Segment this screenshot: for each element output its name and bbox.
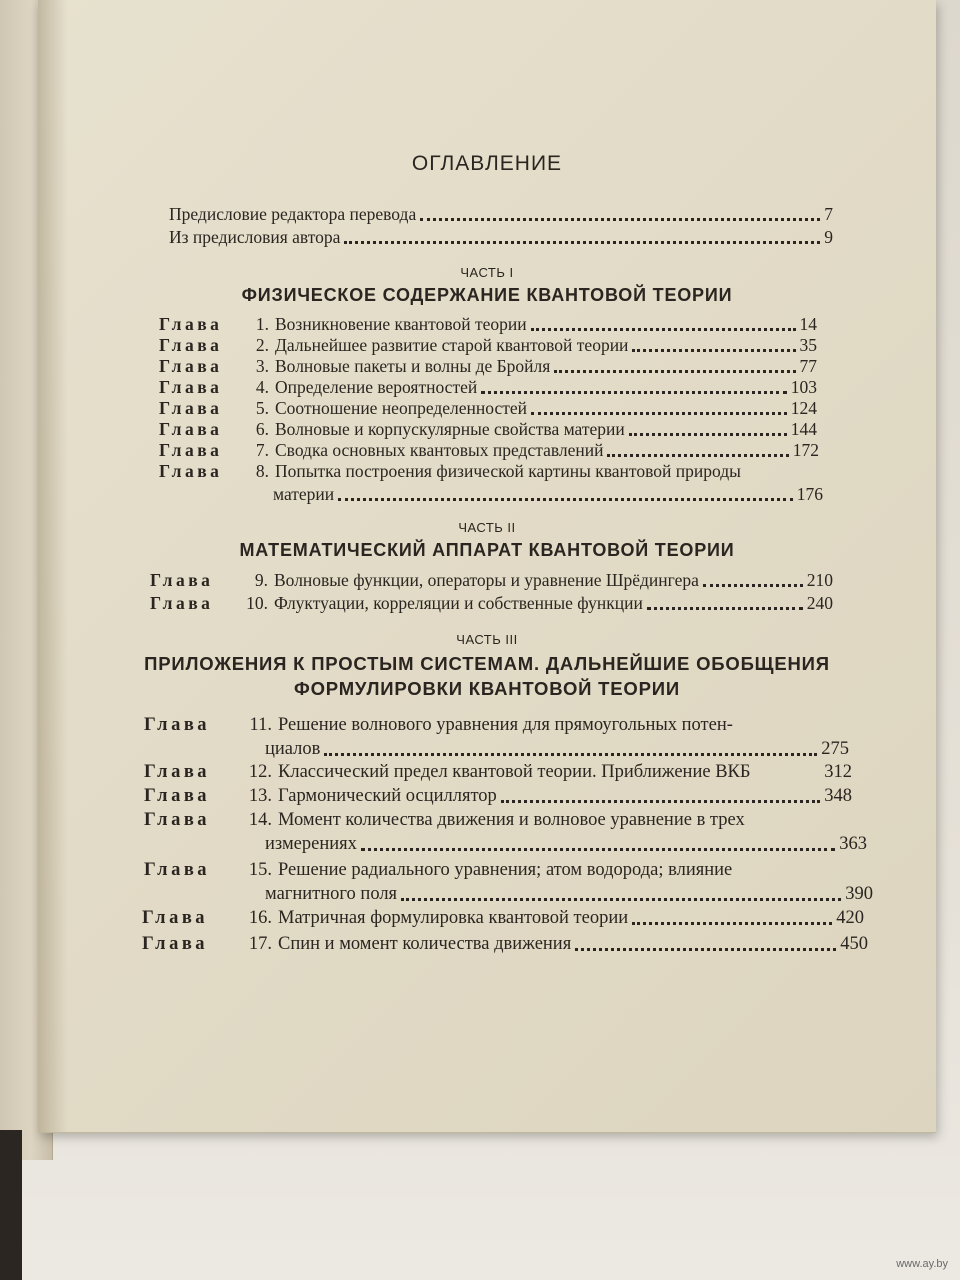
toc-entry-chapter xyxy=(144,810,854,831)
toc-entry-author-preface xyxy=(169,227,833,248)
part-label: ЧАСТЬ III xyxy=(456,632,518,647)
chapter-page: 450 xyxy=(840,934,868,954)
chapter-label: Глава xyxy=(144,810,211,830)
part-title: ФИЗИЧЕСКОЕ СОДЕРЖАНИЕ КВАНТОВОЙ ТЕОРИИ xyxy=(241,285,733,305)
leader-dots xyxy=(338,498,793,501)
toc-entry-chapter xyxy=(159,461,824,482)
toc-entry-continuation xyxy=(265,884,873,905)
watermark: www.ay.by xyxy=(896,1258,948,1270)
chapter-label: Глава xyxy=(159,419,223,439)
chapter-number: 14. xyxy=(248,810,272,830)
chapter-label: Глава xyxy=(159,461,223,481)
toc-entry-continuation xyxy=(265,834,867,855)
chapter-title: Волновые функции, операторы и уравнение Шрёдингера xyxy=(274,570,699,590)
toc-entry-chapter xyxy=(159,377,817,398)
chapter-title: Возникновение квантовой теории xyxy=(275,314,527,334)
toc-entry-continuation xyxy=(265,739,849,760)
chapter-number: 12. xyxy=(248,762,272,782)
chapter-title: Сводка основных квантовых представлений xyxy=(275,440,604,460)
chapter-page: 275 xyxy=(821,739,849,759)
toc-entry-chapter xyxy=(159,335,817,356)
chapter-title-continuation: циалов xyxy=(265,739,321,759)
chapter-number: 13. xyxy=(248,786,272,806)
chapter-page: 14 xyxy=(799,314,817,334)
chapter-title: Решение волнового уравнения для прямоугольных потен- xyxy=(278,715,733,735)
leader-dots xyxy=(703,584,803,587)
toc-entry-chapter xyxy=(159,356,817,377)
toc-entry-chapter xyxy=(144,860,856,881)
chapter-label: Глава xyxy=(144,715,211,735)
leader-dots xyxy=(629,433,787,436)
chapter-number: 10. xyxy=(246,593,268,613)
chapter-page: 363 xyxy=(839,834,867,854)
leader-dots xyxy=(632,349,795,352)
leader-dots xyxy=(401,898,841,901)
chapter-title: Матричная формулировка квантовой теории xyxy=(278,908,629,928)
chapter-page: 77 xyxy=(799,356,817,376)
chapter-page: 144 xyxy=(790,419,817,439)
leader-dots xyxy=(361,848,835,851)
toc-entry-continuation xyxy=(273,484,823,505)
toc-entry-chapter xyxy=(150,570,833,591)
chapter-page: 176 xyxy=(796,484,823,504)
leader-dots xyxy=(647,607,803,610)
chapter-title: Волновые и корпускулярные свойства материи xyxy=(275,419,625,439)
chapter-label: Глава xyxy=(159,377,223,397)
chapter-number: 6. xyxy=(255,419,269,439)
chapter-label: Глава xyxy=(144,786,211,806)
chapter-title: Решение радиального уравнения; атом водорода; влияние xyxy=(278,860,733,880)
toc-entry-chapter xyxy=(142,908,864,929)
chapter-page: 348 xyxy=(824,786,852,806)
toc-entry-chapter xyxy=(159,419,817,440)
chapter-label: Глава xyxy=(150,570,214,590)
chapter-label: Глава xyxy=(142,934,209,954)
chapter-label: Глава xyxy=(150,593,214,613)
chapter-title: Гармонический осциллятор xyxy=(278,786,497,806)
leader-dots xyxy=(531,412,787,415)
chapter-title-continuation: измерениях xyxy=(265,834,357,854)
chapter-number: 5. xyxy=(255,398,269,418)
leader-dots xyxy=(632,922,832,925)
chapter-page: 312 xyxy=(824,762,852,782)
entry-title: Предисловие редактора перевода xyxy=(169,204,417,224)
chapter-page: 420 xyxy=(836,908,864,928)
toc-entry-chapter xyxy=(150,593,833,614)
chapter-title: Спин и момент количества движения xyxy=(278,934,572,954)
part-title-line-2: ФОРМУЛИРОВКИ КВАНТОВОЙ ТЕОРИИ xyxy=(294,678,680,699)
chapter-number: 11. xyxy=(249,715,272,735)
chapter-title: Классический предел квантовой теории. Приближение ВКБ xyxy=(278,762,751,782)
book-page xyxy=(38,0,936,1133)
chapter-number: 17. xyxy=(248,934,272,954)
chapter-title-continuation: материи xyxy=(273,484,335,504)
chapter-number: 15. xyxy=(248,860,272,880)
chapter-number: 9. xyxy=(254,570,268,590)
chapter-label: Глава xyxy=(159,335,223,355)
chapter-page: 35 xyxy=(799,335,817,355)
chapter-label: Глава xyxy=(159,440,223,460)
book-spine xyxy=(0,1130,22,1280)
entry-title: Из предисловия автора xyxy=(169,227,341,247)
chapter-title: Определение вероятностей xyxy=(275,377,478,397)
chapter-page: 390 xyxy=(845,884,873,904)
part-label: ЧАСТЬ II xyxy=(458,520,516,535)
leader-dots xyxy=(531,328,796,331)
chapter-number: 8. xyxy=(255,461,269,481)
entry-page: 9 xyxy=(824,227,833,247)
leader-dots xyxy=(481,391,787,394)
chapter-label: Глава xyxy=(159,398,223,418)
chapter-page: 124 xyxy=(790,398,817,418)
toc-entry-chapter xyxy=(142,934,868,955)
page-title: ОГЛАВЛЕНИЕ xyxy=(411,152,563,175)
chapter-title: Попытка построения физической картины квантовой природы xyxy=(275,461,741,481)
chapter-number: 4. xyxy=(255,377,269,397)
chapter-label: Глава xyxy=(142,908,209,928)
chapter-title: Момент количества движения и волновое уравнение в трех xyxy=(278,810,745,830)
chapter-title: Дальнейшее развитие старой квантовой теории xyxy=(275,335,629,355)
toc-entry-editor-preface xyxy=(169,204,833,225)
chapter-label: Глава xyxy=(144,762,211,782)
leader-dots xyxy=(324,753,817,756)
leader-dots xyxy=(607,454,788,457)
chapter-title: Флуктуации, корреляции и собственные функции xyxy=(274,593,643,613)
leader-dots xyxy=(554,370,795,373)
chapter-page: 240 xyxy=(806,593,833,613)
chapter-title-continuation: магнитного поля xyxy=(265,884,398,904)
chapter-label: Глава xyxy=(159,314,223,334)
leader-dots xyxy=(344,241,820,244)
leader-dots xyxy=(501,800,820,803)
chapter-number: 1. xyxy=(255,314,269,334)
chapter-number: 16. xyxy=(248,908,272,928)
chapter-page: 172 xyxy=(792,440,819,460)
chapter-title: Соотношение неопределенностей xyxy=(275,398,527,418)
toc-entry-chapter xyxy=(159,314,817,335)
part-title: МАТЕМАТИЧЕСКИЙ АППАРАТ КВАНТОВОЙ ТЕОРИИ xyxy=(239,540,735,560)
chapter-page: 103 xyxy=(790,377,817,397)
toc-entry-chapter xyxy=(144,762,852,783)
toc-entry-chapter xyxy=(159,440,819,461)
part-label: ЧАСТЬ I xyxy=(460,265,514,280)
toc-entry-chapter xyxy=(159,398,817,419)
chapter-label: Глава xyxy=(144,860,211,880)
chapter-label: Глава xyxy=(159,356,223,376)
leader-dots xyxy=(575,948,836,951)
chapter-title: Волновые пакеты и волны де Бройля xyxy=(275,356,551,376)
chapter-number: 7. xyxy=(255,440,269,460)
toc-entry-chapter xyxy=(144,786,852,807)
chapter-page: 210 xyxy=(806,570,833,590)
chapter-number: 2. xyxy=(255,335,269,355)
chapter-number: 3. xyxy=(255,356,269,376)
part-title-line-1: ПРИЛОЖЕНИЯ К ПРОСТЫМ СИСТЕМАМ. ДАЛЬНЕЙШИЕ ОБОБЩЕНИЯ xyxy=(144,653,830,674)
entry-page: 7 xyxy=(824,204,833,224)
toc-entry-chapter xyxy=(144,715,854,736)
leader-dots xyxy=(420,218,820,221)
